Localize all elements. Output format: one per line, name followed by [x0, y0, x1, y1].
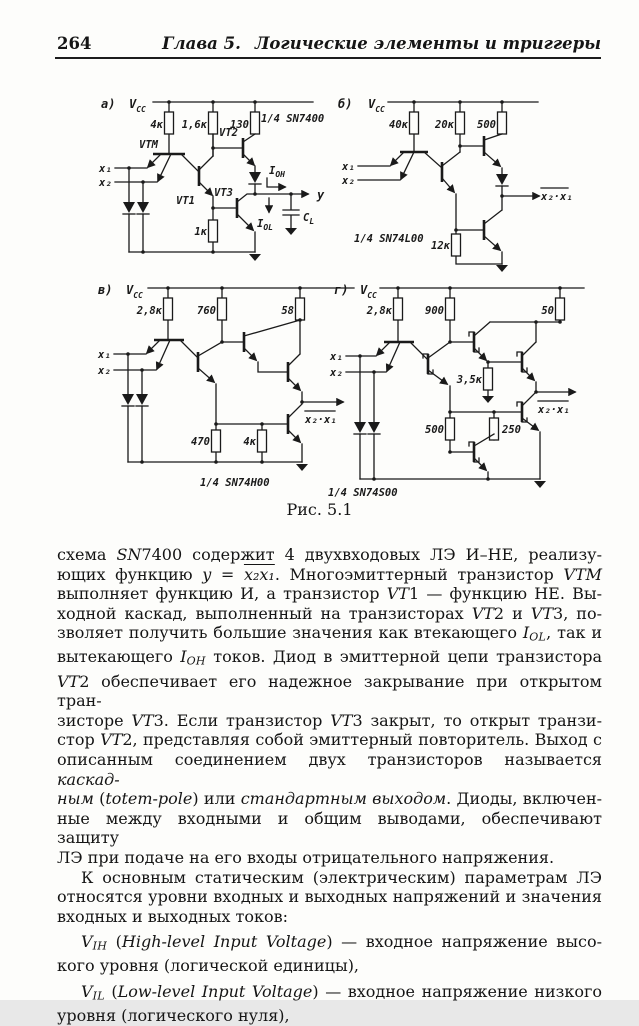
resistor-label: 500	[425, 424, 444, 436]
chip-label: 1/4 SN74L00	[354, 233, 424, 245]
transistor-label: VT3	[214, 187, 233, 199]
text-line: VT2 обеспечивает его надежное закрывание при открытом тран-	[57, 671, 602, 711]
text-line: относятся уровни входных и выходных напряжений и значения	[57, 887, 602, 907]
resistor-label: 500	[477, 119, 496, 131]
text-line: выполняет функцию И, а транзистор VT1 — функцию НЕ. Вы-	[57, 584, 602, 604]
text-line: ным (totem-pole) или стандартным выходом. Диоды, включен-	[57, 789, 603, 809]
input-x2-label: x₂	[98, 365, 111, 377]
circuit-v-tag: в)	[98, 283, 113, 297]
paragraph	[57, 868, 602, 927]
text-line: входных и выходных токов:	[57, 906, 289, 926]
text-line: ющих функцию y = x₂x₁. Многоэмиттерный транзистор VTM	[57, 564, 602, 584]
input-x1-label: x₁	[342, 161, 355, 173]
resistor-label: 3,5к	[456, 374, 482, 386]
input-x2-label: x₂	[99, 177, 112, 189]
text-line: кого уровня (логической единицы),	[57, 956, 360, 976]
resistor-label: 1,6к	[181, 119, 207, 131]
transistor-label: VT1	[176, 195, 195, 207]
input-x1-label: x₁	[98, 349, 111, 361]
resistor-label: 58	[281, 305, 294, 317]
text-line: схема SN7400 содержит 4 двухвходовых ЛЭ И–НЕ, реализу-	[57, 545, 602, 564]
vcc-label: $V_{CC}$	[129, 97, 146, 114]
circuit-b-schematic	[330, 88, 573, 270]
resistor-label: 900	[425, 305, 444, 317]
resistor-label: 50	[541, 305, 554, 317]
resistor-label: 4к	[150, 119, 163, 131]
text-line: описанным соединением двух транзисторов называется каскад-	[57, 749, 602, 789]
vcc-label: $V_{CC}$	[368, 97, 385, 114]
transistor-label: VTM	[139, 139, 158, 151]
output-label: y	[317, 188, 325, 202]
text-line: зисторе VT3. Если транзистор VT3 закрыт, то открыт транзи-	[57, 710, 602, 730]
paragraph	[57, 932, 602, 976]
text-line: ходной каскад, выполненный на транзисторах VT2 и VT3, по-	[57, 603, 602, 623]
text-line: VIL (Low-level Input Voltage) — входное напряжение низкого	[81, 981, 603, 1003]
transistor-label: VT2	[219, 127, 238, 139]
body-text	[57, 545, 602, 1026]
text-line: К основным статическим (электрическим) параметрам ЛЭ	[81, 867, 602, 887]
chip-label: 1/4 SN74S00	[328, 487, 398, 499]
text-line: зволяет получить большие значения как втекающего IOL, так и	[57, 623, 602, 644]
resistor-label: 4к	[243, 436, 256, 448]
circuit-g-schematic	[326, 274, 610, 500]
text-line: ЛЭ при подаче на его входы отрицательного напряжения.	[57, 847, 555, 867]
text-line: стор VT2, представляя собой эмиттерный повторитель. Выход с	[57, 730, 602, 750]
page-number: 264	[57, 34, 92, 53]
output-label: x₂·x₁	[538, 404, 570, 416]
figure-caption: Рис. 5.1	[286, 500, 353, 519]
input-x1-label: x₁	[99, 163, 112, 175]
circuit-a-tag: а)	[101, 97, 116, 111]
chip-label: 1/4 SN7400	[261, 113, 325, 125]
input-x2-label: x₂	[342, 175, 355, 187]
input-x2-label: x₂	[330, 367, 343, 379]
input-x1-label: x₁	[330, 351, 343, 363]
circuit-a-schematic	[95, 88, 335, 270]
resistor-label: 760	[197, 305, 216, 317]
chapter-title: Логические элементы и триггеры	[254, 34, 601, 53]
cl-capacitor-label: $C_L$	[303, 212, 315, 226]
iol-current-label: $I_{OL}$	[257, 218, 273, 232]
figure-5-1	[0, 88, 639, 540]
text-line: уровня (логического нуля),	[57, 1006, 290, 1026]
vcc-label: $V_{CC}$	[360, 283, 377, 300]
text-line: VIH (High-level Input Voltage) — входное напряжение высо-	[81, 932, 603, 953]
output-label: x₂·x₁	[305, 414, 337, 426]
resistor-label: 20к	[435, 119, 454, 131]
header-rule	[55, 57, 601, 59]
resistor-label: 1к	[194, 226, 207, 238]
page-header	[57, 34, 601, 53]
output-label: x₂·x₁	[541, 191, 573, 203]
paragraph	[57, 982, 602, 1026]
circuit-g-tag: г)	[334, 283, 349, 297]
chapter-heading	[162, 34, 601, 53]
resistor-label: 2,8к	[366, 305, 392, 317]
vcc-label: $V_{CC}$	[126, 283, 143, 300]
chip-label: 1/4 SN74H00	[200, 477, 270, 489]
resistor-label: 470	[191, 436, 210, 448]
resistor-label: 2,8к	[136, 305, 162, 317]
resistor-label: 130	[230, 119, 249, 131]
resistor-label: 40к	[389, 119, 408, 131]
paragraph	[57, 545, 602, 868]
text-line: ные между входными и общим выводами, обеспечивают защиту	[57, 808, 602, 848]
chapter-label: Глава 5.	[162, 34, 241, 53]
circuit-b-tag: б)	[338, 97, 353, 111]
ioh-current-label: $I_{OH}$	[269, 165, 285, 179]
resistor-label: 250	[502, 424, 521, 436]
resistor-label: 12к	[431, 240, 450, 252]
text-line: вытекающего IOH токов. Диод в эмиттерной цепи транзистора	[57, 647, 602, 668]
